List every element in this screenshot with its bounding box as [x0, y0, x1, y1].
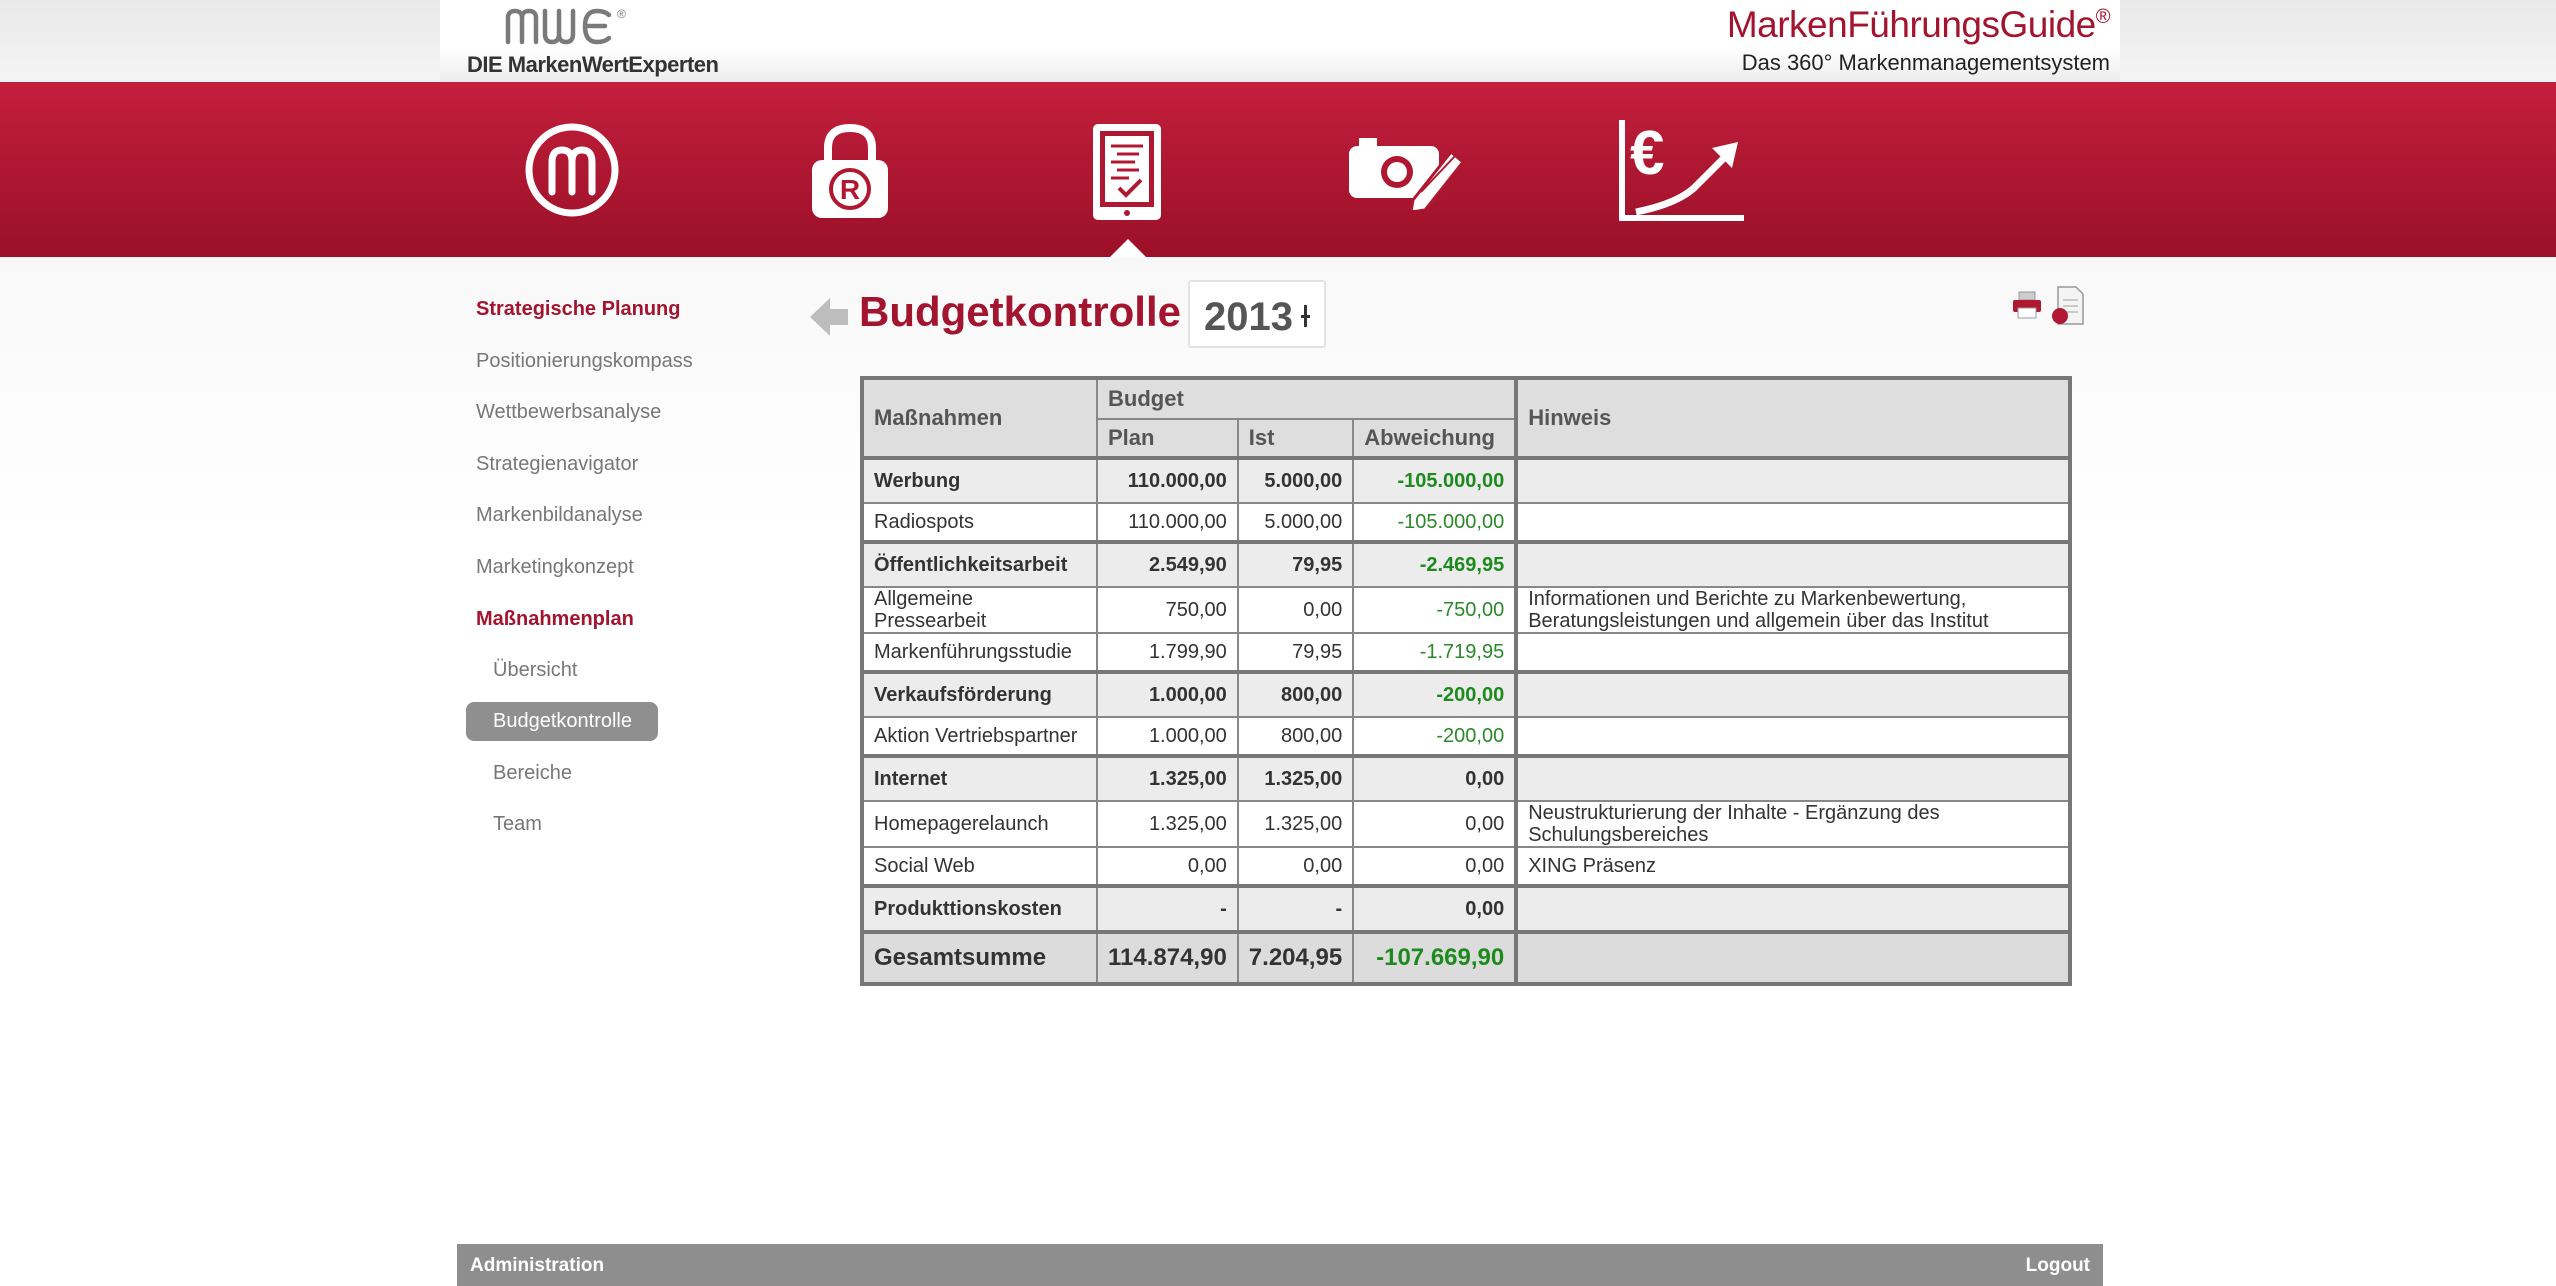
cell-ist: 1.325,00: [1238, 756, 1353, 801]
tablet-checklist-icon[interactable]: [1089, 122, 1165, 229]
cell-plan: 110.000,00: [1097, 503, 1238, 542]
cell-name: Markenführungsstudie: [862, 633, 1097, 672]
cell-abweichung: -750,00: [1353, 587, 1516, 633]
budget-table: [860, 376, 2072, 986]
module-nav-bar: [0, 82, 2556, 257]
brand-block: [1727, 4, 2110, 76]
cell-name: Aktion Vertriebspartner: [862, 717, 1097, 756]
app-header: [440, 0, 2120, 82]
cell-plan: -: [1097, 886, 1238, 932]
chevron-down-icon: [1301, 315, 1310, 318]
cell-hinweis: [1516, 756, 2070, 801]
sidebar-item-wettbewerbsanalyse[interactable]: Wettbewerbsanalyse: [476, 401, 662, 423]
cell-plan: 114.874,90: [1097, 932, 1238, 984]
cell-hinweis: Neustrukturierung der Inhalte - Ergänzung des Schulungsbereiches: [1516, 801, 2070, 847]
camera-pencil-icon[interactable]: [1347, 130, 1467, 215]
cell-abweichung: -1.719,95: [1353, 633, 1516, 672]
cell-abweichung: -107.669,90: [1353, 932, 1516, 984]
sidebar-item-team[interactable]: Team: [493, 813, 542, 835]
brand-title: [1727, 4, 2110, 46]
header-hinweis[interactable]: Hinweis: [1516, 378, 2070, 458]
cell-ist: 800,00: [1238, 672, 1353, 717]
cell-ist: 0,00: [1238, 847, 1353, 886]
sidebar-item-markenbildanalyse[interactable]: Markenbildanalyse: [476, 504, 643, 526]
header-ist[interactable]: Ist: [1238, 419, 1353, 458]
cell-hinweis: [1516, 886, 2070, 932]
euro-growth-chart-icon[interactable]: [1616, 118, 1748, 229]
table-row[interactable]: [862, 717, 2070, 756]
sidebar-item-budgetkontrolle[interactable]: Budgetkontrolle: [466, 702, 658, 741]
cell-plan: 1.000,00: [1097, 717, 1238, 756]
table-row[interactable]: [862, 847, 2070, 886]
cell-ist: 7.204,95: [1238, 932, 1353, 984]
cell-ist: 79,95: [1238, 633, 1353, 672]
cell-name: Homepagerelaunch: [862, 801, 1097, 847]
cell-abweichung: -105.000,00: [1353, 503, 1516, 542]
sidebar-item-massnahmenplan[interactable]: Maßnahmenplan: [476, 608, 634, 630]
cell-hinweis: XING Präsenz: [1516, 847, 2070, 886]
pdf-export-icon[interactable]: [2050, 286, 2084, 331]
cell-plan: 0,00: [1097, 847, 1238, 886]
table-row-total: [862, 932, 2070, 984]
header-massnahmen[interactable]: Maßnahmen: [862, 378, 1097, 458]
mwe-logo[interactable]: [463, 4, 719, 77]
cell-name: Werbung: [862, 458, 1097, 503]
cell-abweichung: -200,00: [1353, 717, 1516, 756]
logout-link[interactable]: Logout: [2025, 1255, 2090, 1276]
back-arrow-icon[interactable]: [808, 296, 850, 343]
cell-plan: 1.325,00: [1097, 801, 1238, 847]
header-budget: Budget: [1097, 378, 1516, 419]
cell-ist: 5.000,00: [1238, 458, 1353, 503]
cell-hinweis: [1516, 672, 2070, 717]
svg-text:€: €: [1630, 119, 1665, 188]
table-row-group[interactable]: [862, 458, 2070, 503]
cell-name: Internet: [862, 756, 1097, 801]
cell-abweichung: -105.000,00: [1353, 458, 1516, 503]
cell-ist: 1.325,00: [1238, 801, 1353, 847]
cell-name: Gesamtsumme: [862, 932, 1097, 984]
svg-text:®: ®: [617, 7, 626, 21]
table-row-group[interactable]: [862, 886, 2070, 932]
cell-name: Produkttionskosten: [862, 886, 1097, 932]
cell-plan: 750,00: [1097, 587, 1238, 633]
active-module-indicator: [1110, 239, 1146, 257]
cell-abweichung: -2.469,95: [1353, 542, 1516, 587]
cell-plan: 1.000,00: [1097, 672, 1238, 717]
cell-plan: 1.799,90: [1097, 633, 1238, 672]
cell-ist: 79,95: [1238, 542, 1353, 587]
cell-plan: 2.549,90: [1097, 542, 1238, 587]
table-row-group[interactable]: [862, 542, 2070, 587]
year-select[interactable]: [1188, 280, 1326, 348]
cell-abweichung: 0,00: [1353, 756, 1516, 801]
cell-hinweis: [1516, 717, 2070, 756]
table-row-group[interactable]: [862, 756, 2070, 801]
year-select-value: 2013: [1204, 295, 1293, 339]
cell-hinweis: [1516, 633, 2070, 672]
cell-name: Social Web: [862, 847, 1097, 886]
cell-hinweis: [1516, 503, 2070, 542]
sidebar-item-marketingkonzept[interactable]: Marketingkonzept: [476, 556, 634, 578]
table-row[interactable]: [862, 503, 2070, 542]
cell-plan: 110.000,00: [1097, 458, 1238, 503]
cell-hinweis: [1516, 542, 2070, 587]
brand-m-icon[interactable]: [524, 122, 620, 223]
mwe-logo-mark: [505, 6, 637, 46]
cell-name: Allgemeine Pressearbeit: [862, 587, 1097, 633]
administration-link[interactable]: Administration: [470, 1255, 605, 1276]
cell-plan: 1.325,00: [1097, 756, 1238, 801]
table-row[interactable]: [862, 587, 2070, 633]
cell-name: Verkaufsförderung: [862, 672, 1097, 717]
footer-bar: [457, 1244, 2103, 1286]
cell-abweichung: 0,00: [1353, 847, 1516, 886]
logo-tagline: DIE MarkenWertExperten: [467, 52, 719, 77]
sidebar-item-bereiche[interactable]: Bereiche: [493, 762, 572, 784]
table-row[interactable]: [862, 801, 2070, 847]
cell-abweichung: 0,00: [1353, 801, 1516, 847]
brand-title-text: MarkenFührungsGuide: [1726, 4, 2096, 45]
cell-ist: 5.000,00: [1238, 503, 1353, 542]
header-plan[interactable]: Plan: [1097, 419, 1238, 458]
sidebar-item-strategische-planung[interactable]: Strategische Planung: [476, 298, 681, 320]
locked-registered-icon[interactable]: [810, 122, 890, 227]
cell-ist: 0,00: [1238, 587, 1353, 633]
svg-text:R: R: [839, 174, 861, 205]
cell-hinweis: [1516, 458, 2070, 503]
header-abweichung[interactable]: Abweichung: [1353, 419, 1516, 458]
cell-abweichung: -200,00: [1353, 672, 1516, 717]
brand-subtitle: Das 360° Markenmanagementsystem: [1741, 50, 2110, 75]
cell-name: Öffentlichkeitsarbeit: [862, 542, 1097, 587]
table-row-group[interactable]: [862, 672, 2070, 717]
cell-abweichung: 0,00: [1353, 886, 1516, 932]
page-title: Budgetkontrolle: [859, 288, 1181, 335]
table-row[interactable]: [862, 633, 2070, 672]
sidebar-item-positionierungskompass[interactable]: Positionierungskompass: [476, 350, 693, 372]
registered-mark: ®: [2095, 6, 2110, 28]
cell-ist: -: [1238, 886, 1353, 932]
cell-ist: 800,00: [1238, 717, 1353, 756]
print-icon[interactable]: [2012, 290, 2042, 325]
cell-hinweis: Informationen und Berichte zu Markenbewertung, Beratungsleistungen und allgemein über das Institut: [1516, 587, 2070, 633]
budget-table-wrap: [860, 376, 2072, 986]
sidebar-item-strategienavigator[interactable]: Strategienavigator: [476, 453, 639, 475]
sidebar-item-uebersicht[interactable]: Übersicht: [493, 659, 578, 681]
cell-name: Radiospots: [862, 503, 1097, 542]
cell-hinweis: [1516, 932, 2070, 984]
